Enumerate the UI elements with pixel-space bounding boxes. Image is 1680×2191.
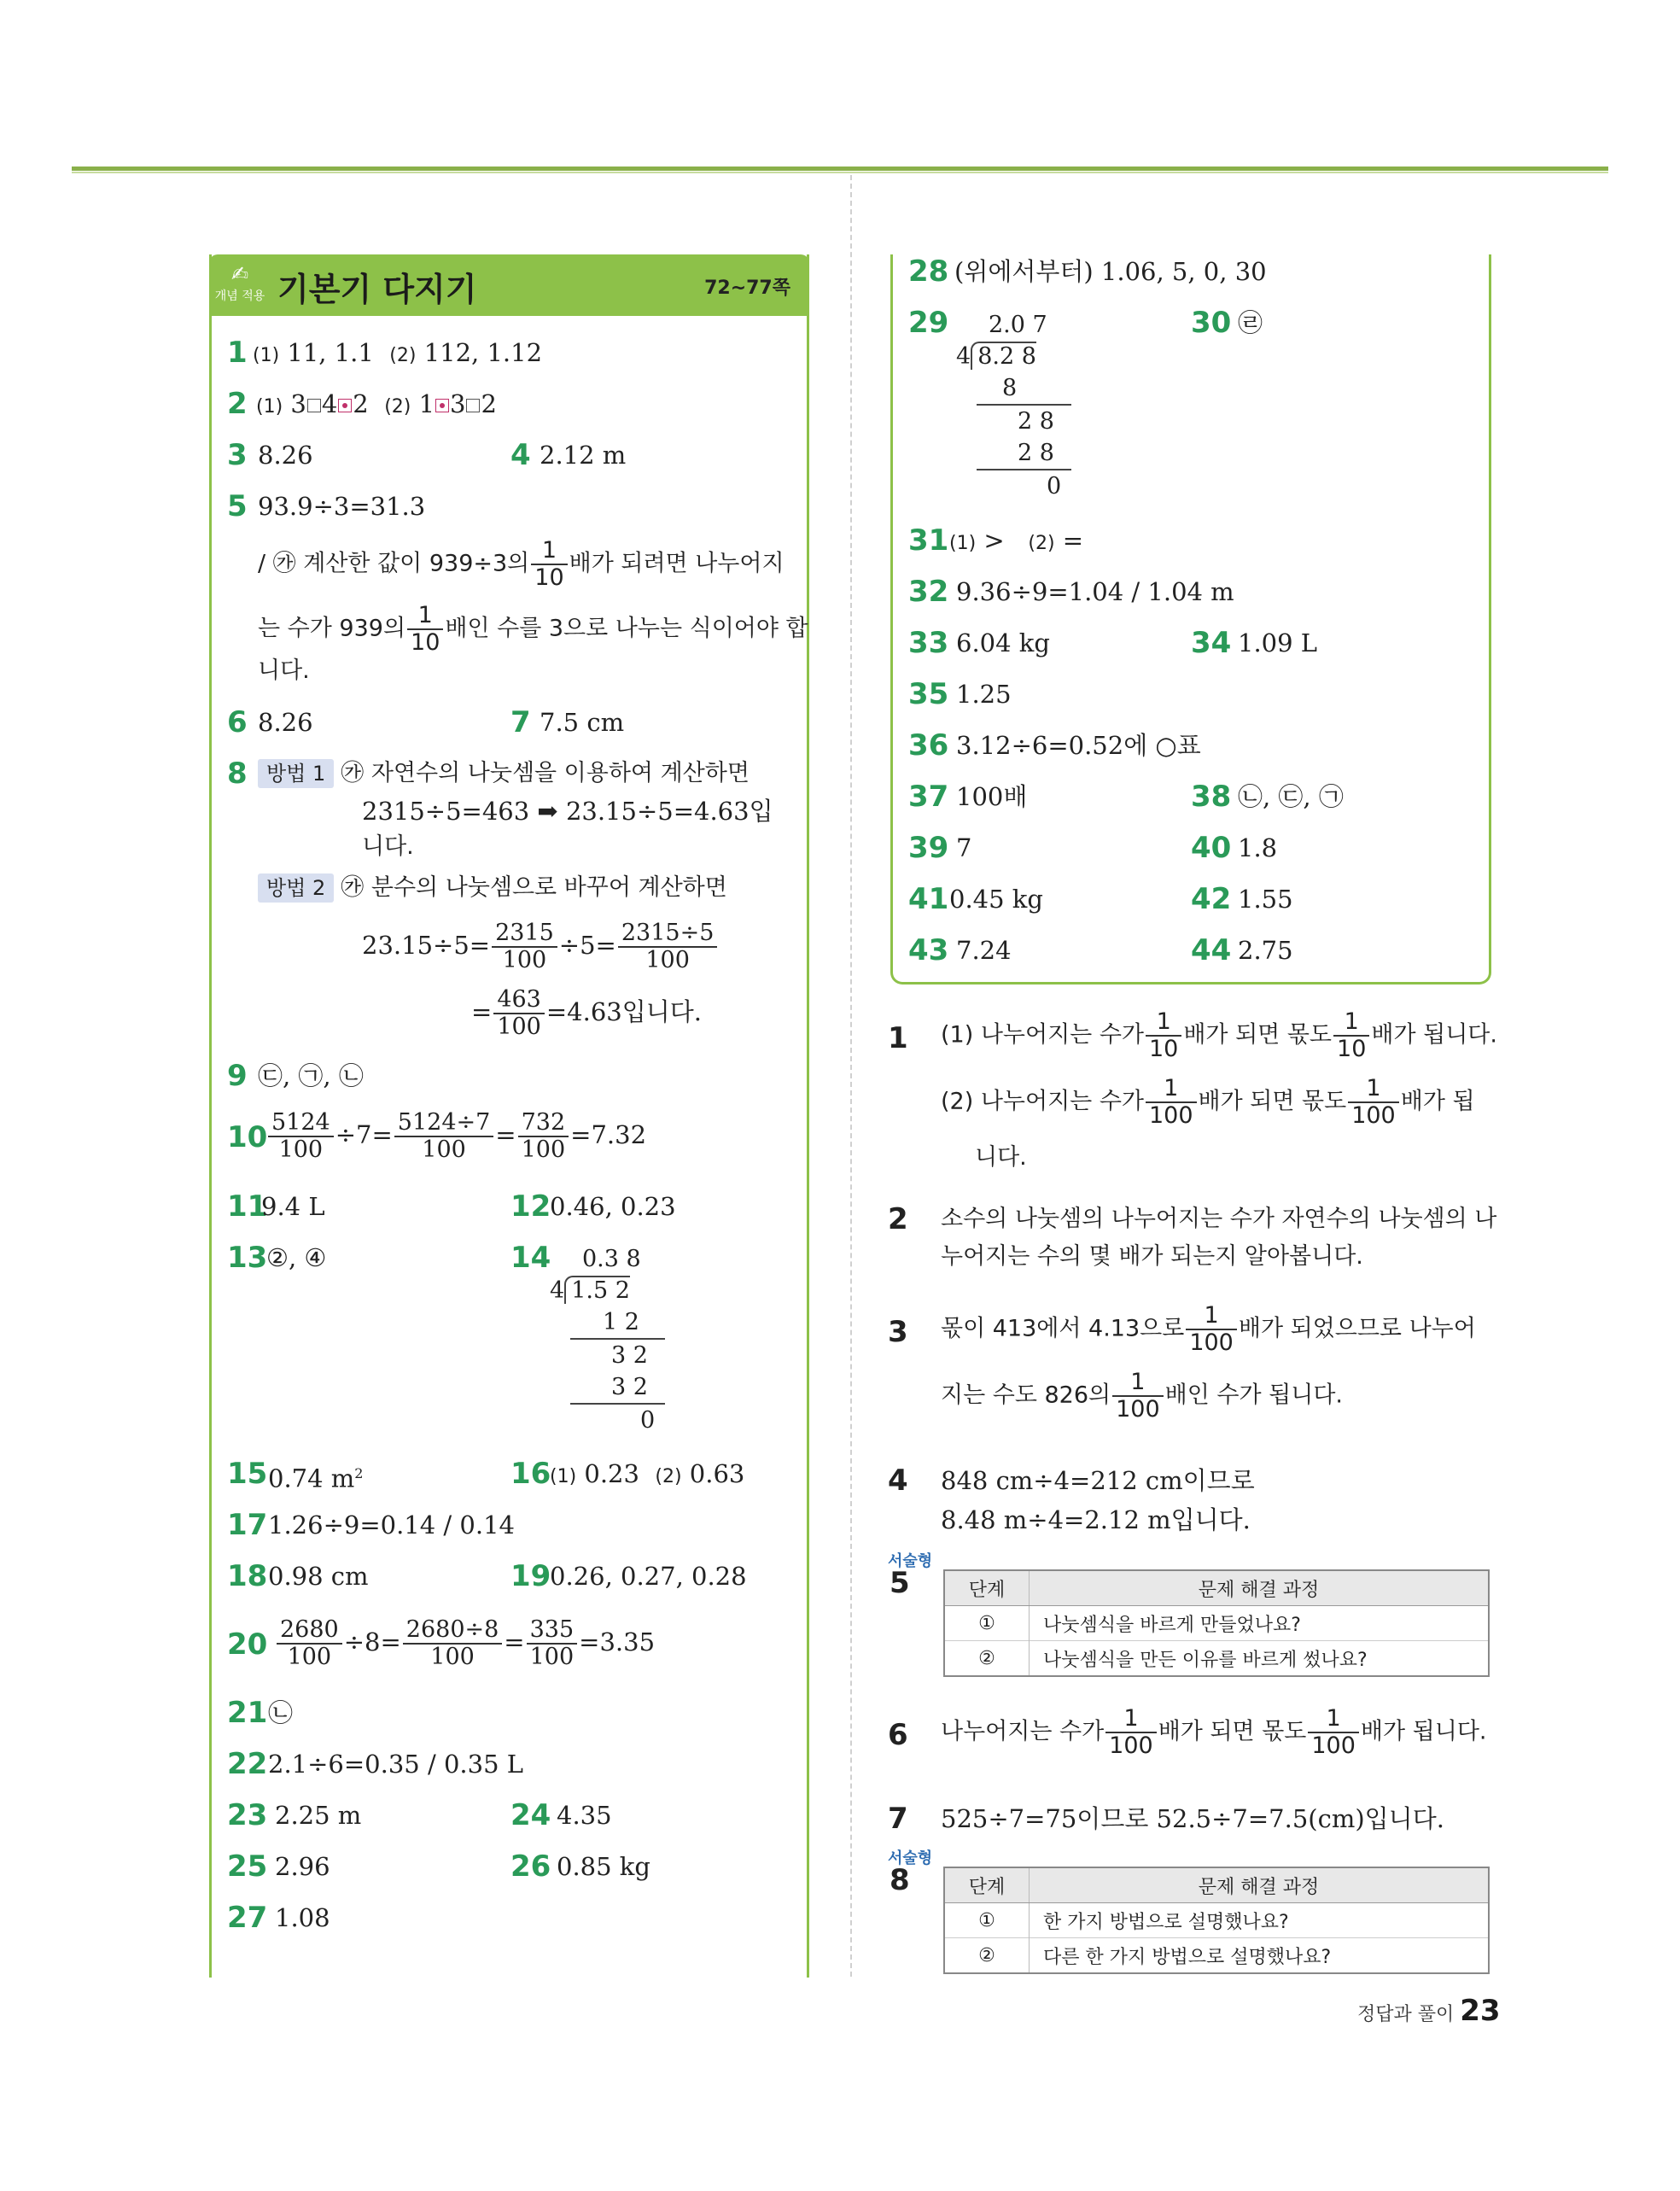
q38-number: 38 (1191, 780, 1232, 814)
ex7-line: 525÷7=75이므로 52.5÷7=7.5(cm)입니다. (941, 1804, 1444, 1833)
q14-number: 14 (510, 1241, 551, 1275)
q18-number: 18 (227, 1559, 268, 1593)
q15-answer: 0.74 $m^2$ (268, 1464, 364, 1493)
q33-answer: 6.04 kg (956, 628, 1050, 657)
ex1-line2: (2) 나누어지는 수가 $\frac{1}{100}$ 배가 되면 몫도 $\frac{1}{100}$ 배가 됩 (941, 1075, 1475, 1129)
q34-number: 34 (1191, 626, 1232, 660)
q7-number: 7 (510, 705, 531, 739)
ex4-line1: 848 cm÷4=212 cm이므로 (941, 1466, 1255, 1495)
q41-number: 41 (908, 882, 949, 916)
q37-answer: 100배 (956, 782, 1028, 811)
q22-number: 22 (227, 1747, 268, 1781)
q36-number: 36 (908, 728, 949, 762)
q40-answer: 1.8 (1238, 833, 1278, 862)
ex3-line1: 몫이 413에서 4.13으로 $\frac{1}{100}$ 배가 되었으므로 나누어 (941, 1302, 1476, 1356)
q4-number: 4 (510, 438, 531, 472)
q10-answer: $\frac{5124}{100}$ ÷7= $\frac{5124\div 7}{100}$ = $\frac{732}{100}$ =7.32 (266, 1110, 646, 1163)
q37-number: 37 (908, 780, 949, 814)
page-range: 72~77쪽 (704, 278, 790, 299)
q29-number: 29 (908, 306, 949, 340)
ex2-number: 2 (888, 1202, 908, 1236)
q17-number: 17 (227, 1508, 268, 1542)
q36-answer: 3.12÷6=0.52에 ○표 (956, 731, 1201, 760)
ex3-line2: 지는 수도 826의 $\frac{1}{100}$ 배인 수가 됩니다. (941, 1369, 1343, 1423)
q19-number: 19 (510, 1559, 551, 1593)
q25-number: 25 (227, 1849, 268, 1884)
q34-answer: 1.09 L (1238, 628, 1318, 657)
q28-number: 28 (908, 254, 949, 289)
hand-book-icon: ✍ (230, 262, 249, 286)
q8-method2-eq1: 23.15÷5= $\frac{2315}{100}$ ÷5= $\frac{2315\div 5}{100}$ (362, 920, 719, 973)
q11-answer: 9.4 L (261, 1192, 325, 1221)
q33-number: 33 (908, 626, 949, 660)
q31-number: 31 (908, 523, 949, 558)
q35-number: 35 (908, 677, 949, 711)
q18-answer: 0.98 cm (268, 1562, 369, 1591)
q8-method1-line2: 2315÷5=463 ➡ 23.15÷5=4.63입 (362, 797, 773, 826)
q5-number: 5 (227, 489, 248, 523)
q30-number: 30 (1191, 306, 1232, 340)
q5-explain-line1: / ㉮ 계산한 값이 939÷3의 $\frac{1}{10}$ 배가 되려면 나누어지 (258, 537, 785, 591)
section-header (209, 254, 809, 316)
q8-method1: 방법 1 ㉮ 자연수의 나눗셈을 이용하여 계산하면 (258, 757, 750, 791)
concept-badge: ✍ 개념 적용 (214, 262, 265, 303)
q24-answer: 4.35 (557, 1801, 612, 1830)
q21-number: 21 (227, 1696, 268, 1730)
q20-number: 20 (227, 1627, 268, 1662)
q42-answer: 1.55 (1238, 885, 1293, 914)
q3-answer: 8.26 (258, 441, 313, 470)
ex1-line3: 니다. (975, 1144, 1027, 1171)
q39-number: 39 (908, 831, 949, 865)
q44-answer: 2.75 (1238, 936, 1293, 965)
q23-answer: 2.25 m (275, 1801, 362, 1830)
q4-answer: 2.12 m (540, 441, 627, 470)
q27-number: 27 (227, 1901, 268, 1935)
q44-number: 44 (1191, 933, 1232, 967)
q42-number: 42 (1191, 882, 1232, 916)
ex5-essay-tag: 서술형 (888, 1552, 933, 1570)
q23-number: 23 (227, 1798, 268, 1832)
q5-explain-line3: 니다. (258, 657, 310, 684)
ex5-rubric-table: 단계 문제 해결 과정 ① 나눗셈식을 바르게 만들었나요? ② 나눗셈식을 만든 이유를 바르게 썼나요? (943, 1569, 1490, 1677)
q27-answer: 1.08 (275, 1903, 330, 1932)
page-footer: 정답과 풀이 23 (1357, 1994, 1501, 2028)
ex8-rubric-table: 단계 문제 해결 과정 ① 한 가지 방법으로 설명했나요? ② 다른 한 가지 방법으로 설명했나요? (943, 1867, 1490, 1974)
q20-answer: $\frac{2680}{100}$ ÷8= $\frac{2680\div 8}{100}$ = $\frac{335}{100}$ =3.35 (275, 1617, 655, 1670)
q9-number: 9 (227, 1059, 248, 1093)
q38-answer: ㉡, ㉢, ㉠ (1238, 782, 1344, 811)
q19-answer: 0.26, 0.27, 0.28 (550, 1562, 747, 1591)
q5-answer: 93.9÷3=31.3 (258, 492, 426, 521)
q8-method2: 방법 2 ㉮ 분수의 나눗셈으로 바꾸어 계산하면 (258, 871, 727, 905)
q29-long-division: 2.0 7 4 8.2 8 8 2 8 2 8 0 (956, 309, 1071, 502)
q1-answer: (1) 11, 1.1 (2) 112, 1.12 (253, 338, 543, 367)
q32-answer: 9.36÷9=1.04 / 1.04 m (956, 577, 1234, 606)
q8-number: 8 (227, 757, 248, 791)
q11-number: 11 (227, 1189, 268, 1224)
ex4-number: 4 (888, 1464, 908, 1498)
q15-number: 15 (227, 1457, 268, 1491)
ex1-number: 1 (888, 1021, 908, 1055)
ex8-essay-tag: 서술형 (888, 1849, 933, 1867)
q41-answer: 0.45 kg (949, 885, 1043, 914)
q17-answer: 1.26÷9=0.14 / 0.14 (268, 1510, 515, 1540)
q2-number: 2 (227, 387, 248, 421)
q21-answer: ㉡ (268, 1698, 294, 1727)
q28-answer: (위에서부터) 1.06, 5, 0, 30 (954, 257, 1267, 286)
q13-number: 13 (227, 1241, 268, 1275)
q24-number: 24 (510, 1798, 551, 1832)
q25-answer: 2.96 (275, 1852, 330, 1881)
q7-answer: 7.5 cm (540, 708, 625, 737)
q6-answer: 8.26 (258, 708, 313, 737)
q6-number: 6 (227, 705, 248, 739)
q26-number: 26 (510, 1849, 551, 1884)
ex6-number: 6 (888, 1718, 908, 1752)
section-title: 기본기 다지기 (277, 271, 477, 308)
ex6-line: 나누어지는 수가 $\frac{1}{100}$ 배가 되면 몫도 $\frac{1}{100}$ 배가 됩니다. (941, 1705, 1487, 1759)
q40-number: 40 (1191, 831, 1232, 865)
q14-long-division: 0.3 8 4 1.5 2 1 2 3 2 3 2 0 (550, 1243, 665, 1436)
ex3-number: 3 (888, 1315, 908, 1349)
ex8-number: 8 (890, 1863, 910, 1897)
q35-answer: 1.25 (956, 680, 1012, 709)
ex7-number: 7 (888, 1802, 908, 1836)
ex2-line1: 소수의 나눗셈의 나누어지는 수가 자연수의 나눗셈의 나 (941, 1206, 1497, 1232)
q8-method2-eq2: = $\frac{463}{100}$ =4.63입니다. (471, 986, 702, 1040)
q9-answer: ㉢, ㉠, ㉡ (258, 1061, 364, 1090)
q10-number: 10 (227, 1120, 268, 1154)
q1-number: 1 (227, 336, 248, 370)
q8-method1-line3: 니다. (362, 833, 414, 860)
top-rule-shadow (72, 172, 1608, 173)
q26-answer: 0.85 kg (557, 1852, 650, 1881)
ex5-number: 5 (890, 1566, 910, 1600)
q32-number: 32 (908, 575, 949, 609)
q39-answer: 7 (956, 833, 972, 862)
q12-answer: 0.46, 0.23 (550, 1192, 676, 1221)
q16-answer: (1) 0.23 (2) 0.63 (550, 1459, 745, 1488)
q22-answer: 2.1÷6=0.35 / 0.35 L (268, 1750, 523, 1779)
q30-answer: ㉣ (1238, 308, 1263, 337)
q5-explain-line2: 는 수가 939의 $\frac{1}{10}$ 배인 수를 3으로 나누는 식이어야 합 (258, 602, 808, 656)
top-rule (72, 167, 1608, 171)
ex4-line2: 8.48 m÷4=2.12 m입니다. (941, 1505, 1251, 1534)
q43-answer: 7.24 (956, 936, 1012, 965)
q31-answer: (1) > (2) = (949, 526, 1084, 555)
q12-number: 12 (510, 1189, 551, 1224)
q2-answer: (1) 3 4 2 (2) 1 3 2 (256, 389, 497, 418)
column-divider (850, 175, 852, 1977)
q16-number: 16 (510, 1457, 551, 1491)
ex2-line2: 누어지는 수의 몇 배가 되는지 알아봅니다. (941, 1243, 1363, 1270)
q13-answer: ②, ④ (266, 1243, 327, 1272)
q3-number: 3 (227, 438, 248, 472)
page-number: 23 (1460, 1994, 1501, 2028)
ex1-line1: (1) 나누어지는 수가 $\frac{1}{10}$ 배가 되면 몫도 $\frac{1}{10}$ 배가 됩니다. (941, 1008, 1497, 1062)
q43-number: 43 (908, 933, 949, 967)
